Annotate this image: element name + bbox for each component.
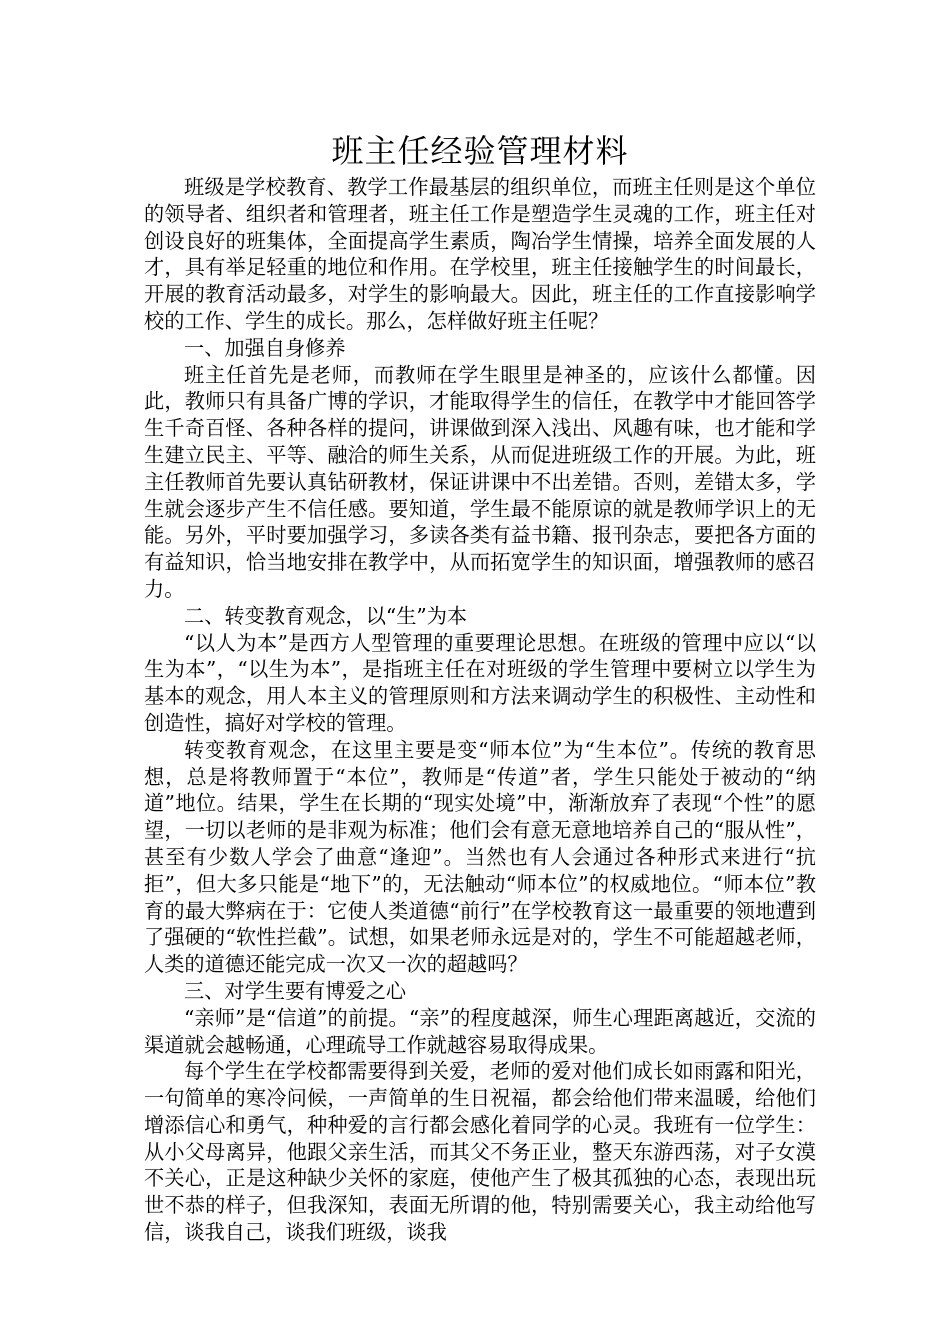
intro-paragraph: 班级是学校教育、教学工作最基层的组织单位，而班主任则是这个单位的领导者、组织者和管理者，班主任工作是塑造学生灵魂的工作，班主任对创设良好的班集体，全面提高学生素质，陶冶学生情操，培养全面发展的人才，具有举足轻重的地位和作用。在学校里，班主任接触学生的时间最长，开展的教育活动最多，对学生的影响最大。因此，班主任的工作直接影响学校的工作、学生的成长。那么，怎样做好班主任呢？ xyxy=(144,175,816,333)
document-title: 班主任经验管理材料 xyxy=(331,132,629,170)
section-heading-2: 二、转变教育观念，以“生”为本 xyxy=(184,603,468,628)
section-2-paragraph-2: 转变教育观念，在这里主要是变“师本位”为“生本位”。传统的教育思想，总是将教师置于“本位”，教师是“传道”者，学生只能处于被动的“纳道”地位。结果，学生在长期的“现实处境”中，渐渐放弃了表现“个性”的愿望，一切以老师的是非观为标准；他们会有意无意地培养自己的“服从性”，甚至有少数人学会了曲意“逢迎”。当然也有人会通过各种形式来进行“抗拒”，但大多只能是“地下”的，无法触动“师本位”的权威地位。“师本位”教育的最大弊病在于：它使人类道德“前行”在学校教育这一最重要的领地遭到了强硬的“软性拦截”。试想，如果老师永远是对的，学生不可能超越老师，人类的道德还能完成一次又一次的超越吗？ xyxy=(144,737,816,977)
section-1-paragraph-1: 班主任首先是老师，而教师在学生眼里是神圣的，应该什么都懂。因此，教师只有具备广博的学识，才能取得学生的信任，在教学中才能回答学生千奇百怪、各种各样的提问，讲课做到深入浅出、风趣有味，也才能和学生建立民主、平等、融洽的师生关系，从而促进班级工作的开展。为此，班主任教师首先要认真钻研教材，保证讲课中不出差错。否则，差错太多，学生就会逐步产生不信任感。要知道，学生最不能原谅的就是教师学识上的无能。另外，平时要加强学习，多读各类有益书籍、报刊杂志，要把各方面的有益知识，恰当地安排在教学中，从而拓宽学生的知识面，增强教师的感召力。 xyxy=(144,362,816,601)
section-3-paragraph-1: “亲师”是“信道”的前提。“亲”的程度越深，师生心理距离越近，交流的渠道就会越畅通，心理疏导工作就越容易取得成果。 xyxy=(144,1005,816,1057)
document-body xyxy=(144,128,816,1246)
section-3-paragraph-2: 每个学生在学校都需要得到关爱，老师的爱对他们成长如雨露和阳光，一句简单的寒冷问候，一声简单的生日祝福，都会给他们带来温暖，给他们增添信心和勇气，种种爱的言行都会感化着同学的心灵。我班有一位学生：从小父母离异，他跟父亲生活，而其父不务正业，整天东游西荡，对子女漠不关心，正是这种缺少关怀的家庭，使他产生了极其孤独的心态，表现出玩世不恭的样子，但我深知，表面无所谓的他，特别需要关心，我主动给他写信，谈我自己，谈我们班级，谈我 xyxy=(144,1059,816,1245)
section-2-paragraph-1: “以人为本”是西方人型管理的重要理论思想。在班级的管理中应以“以生为本”，“以生为本”，是指班主任在对班级的学生管理中要树立以学生为基本的观念，用人本主义的管理原则和方法来调动学生的积极性、主动性和创造性，搞好对学校的管理。 xyxy=(144,630,816,735)
section-heading-1: 一、加强自身修养 xyxy=(184,335,346,360)
section-heading-3: 三、对学生要有博爱之心 xyxy=(184,978,407,1003)
